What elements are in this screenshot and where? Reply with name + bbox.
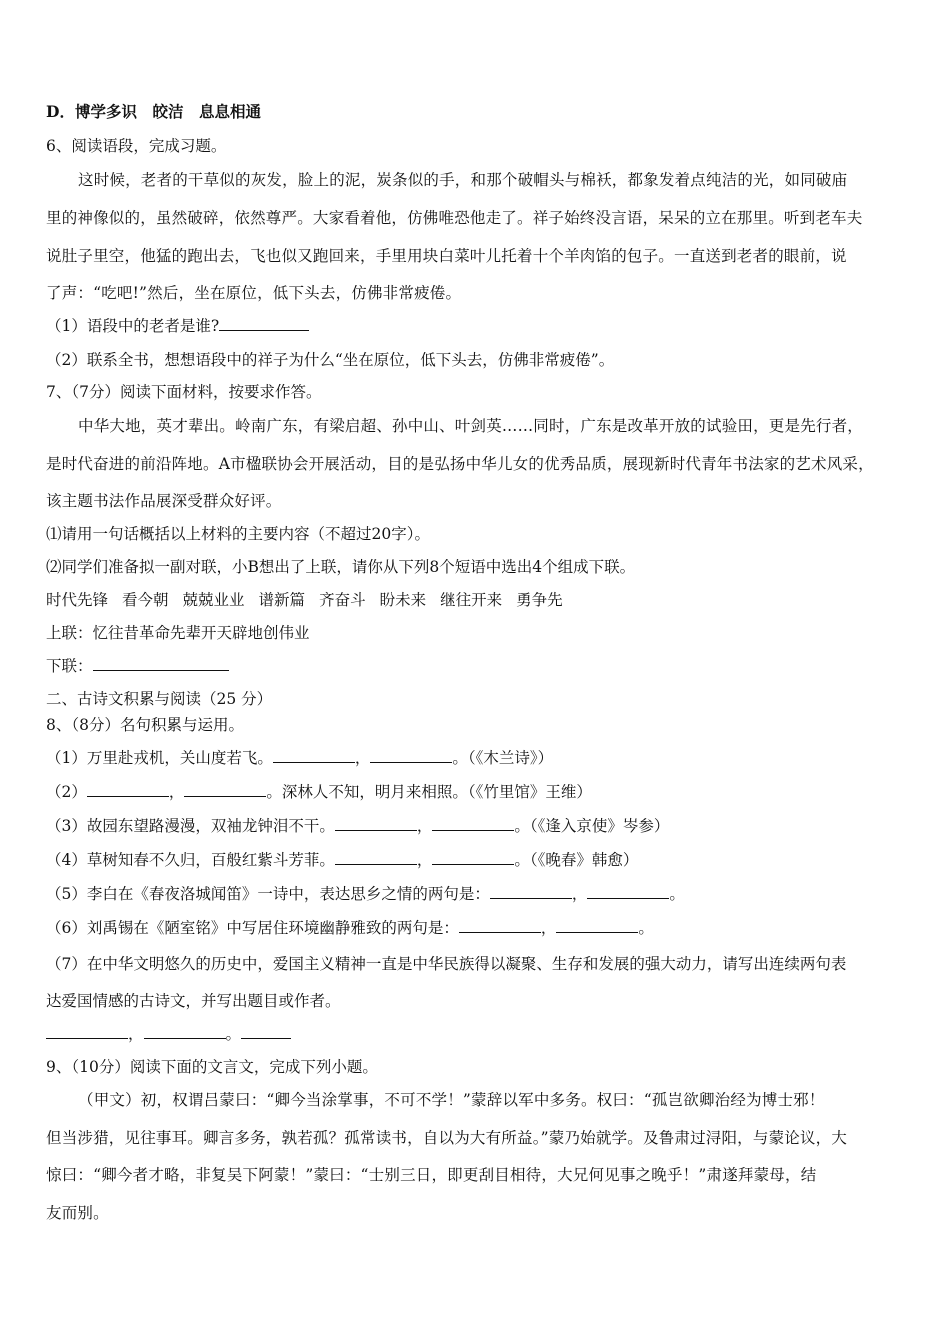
q7-phrase: 看今朝 xyxy=(122,591,169,609)
q6-passage-line-1: 这时候，老者的干草似的灰发，脸上的泥，炭条似的手，和那个破帽头与棉袄，都象发着点纯洁的光，如同破庙 xyxy=(78,171,848,189)
q8-item-2-source: 。深林人不知，明月来相照。（《竹里馆》王维） xyxy=(266,783,592,801)
period: 。 xyxy=(225,1025,242,1043)
comma: ， xyxy=(354,749,371,767)
q7-phrase: 齐奋斗 xyxy=(319,591,366,609)
answer-blank[interactable] xyxy=(556,917,638,933)
q9-passage-line-1: （甲文）初，权谓吕蒙曰：“卿今当涂掌事，不可不学！”蒙辞以军中多务。权曰：“孤岂欲卿治经为博士邪！ xyxy=(78,1091,825,1109)
answer-blank[interactable] xyxy=(587,883,669,899)
q7-title: 7、（7分）阅读下面材料，按要求作答。 xyxy=(46,383,322,401)
q8-item-5 xyxy=(46,883,914,905)
q8-item-7-line-1: （7）在中华文明悠久的历史中，爱国主义精神一直是中华民族得以凝聚、生存和发展的强大动力，请写出连续两句表 xyxy=(46,955,847,973)
q8-item-1 xyxy=(46,747,914,769)
q8-item-7-answers xyxy=(46,1023,914,1045)
comma: ， xyxy=(416,817,433,835)
q8-item-3-source: 。（《逢入京使》岑参） xyxy=(514,817,670,835)
q7-upper-couplet: 上联：忆往昔革命先辈开天辟地创伟业 xyxy=(46,624,310,642)
answer-blank[interactable] xyxy=(370,747,452,763)
q8-item-4 xyxy=(46,849,914,871)
q8-title: 8、（8分）名句积累与运用。 xyxy=(46,716,244,734)
period: 。 xyxy=(638,919,654,937)
q9-passage-line-4: 友而别。 xyxy=(46,1204,109,1222)
q7-phrase: 勇争先 xyxy=(516,591,563,609)
q6-sub1 xyxy=(46,315,914,337)
comma: ， xyxy=(168,783,185,801)
q7-phrase: 谱新篇 xyxy=(258,591,306,609)
q6-sub1-text: （1）语段中的老者是谁? xyxy=(46,317,220,335)
answer-blank[interactable] xyxy=(144,1023,226,1039)
q7-passage-line-1: 中华大地，英才辈出。岭南广东，有梁启超、孙中山、叶剑英……同时，广东是改革开放的试验田，更是先行者， xyxy=(78,417,864,435)
q6-sub2: （2）联系全书，想想语段中的祥子为什么“坐在原位，低下头去，仿佛非常疲倦”。 xyxy=(46,351,615,369)
comma: ， xyxy=(571,885,588,903)
q7-sub2: ⑵同学们准备拟一副对联，小B想出了上联，请你从下列8个短语中选出4个组成下联。 xyxy=(46,558,636,576)
q8-item-2 xyxy=(46,781,914,803)
answer-blank[interactable] xyxy=(459,917,541,933)
q8-item-7-line-2: 达爱国情感的古诗文，并写出题目或作者。 xyxy=(46,992,341,1010)
q7-phrase: 时代先锋 xyxy=(46,591,109,609)
comma: ， xyxy=(540,919,557,937)
q7-lower-couplet xyxy=(46,655,914,677)
q8-item-5-prompt: （5）李白在《春夜洛城闻笛》一诗中，表达思乡之情的两句是： xyxy=(46,885,490,903)
q7-phrase-list xyxy=(46,589,914,611)
q9-passage-line-2: 但当涉猎，见往事耳。卿言多务，孰若孤？孤常读书，自以为大有所益。”蒙乃始就学。及鲁肃过浔阳，与蒙论议，大 xyxy=(46,1129,848,1147)
answer-blank[interactable] xyxy=(273,747,355,763)
q7-phrase: 兢兢业业 xyxy=(182,591,245,609)
q6-passage-line-2: 里的神像似的，虽然破碎，依然尊严。大家看着他，仿佛唯恐他走了。祥子始终没言语，呆呆的立在那里。听到老车夫 xyxy=(46,209,863,227)
answer-blank[interactable] xyxy=(184,781,266,797)
q8-item-4-prompt: （4）草树知春不久归，百般红紫斗芳菲。 xyxy=(46,851,335,869)
q6-passage-line-3: 说肚子里空，他猛的跑出去，飞也似又跑回来，手里用块白菜叶儿托着十个羊肉馅的包子。一直送到老者的眼前，说 xyxy=(46,247,847,265)
q6-title: 6、阅读语段，完成习题。 xyxy=(46,137,227,155)
q9-passage-line-3: 惊曰：“卿今者才略，非复吴下阿蒙！”蒙曰：“士别三日，即更刮目相待，大兄何见事之晚乎！”肃遂拜蒙母，结 xyxy=(46,1166,817,1184)
comma: ， xyxy=(128,1025,144,1043)
q8-item-1-prompt: （1）万里赴戎机，关山度若飞。 xyxy=(46,749,273,767)
section-2-title: 二、古诗文积累与阅读（25 分） xyxy=(46,690,273,708)
answer-blank[interactable] xyxy=(490,883,572,899)
q8-item-3 xyxy=(46,815,914,837)
q7-phrase: 继往开来 xyxy=(440,591,503,609)
comma: ， xyxy=(416,851,433,869)
option-d: D．博学多识 皎洁 息息相通 xyxy=(46,102,261,121)
q7-sub1: ⑴请用一句话概括以上材料的主要内容（不超过20字）。 xyxy=(46,525,430,543)
q7-lower-couplet-blank[interactable] xyxy=(93,655,229,671)
q7-lower-couplet-label: 下联： xyxy=(46,657,93,675)
answer-blank[interactable] xyxy=(46,1023,128,1039)
q6-sub1-answer-blank[interactable] xyxy=(219,315,309,331)
answer-blank[interactable] xyxy=(87,781,169,797)
q8-item-1-source: 。（《木兰诗》） xyxy=(452,749,554,767)
q7-passage-line-2: 是时代奋进的前沿阵地。A市楹联协会开展活动，目的是弘扬中华儿女的优秀品质，展现新时代青年书法家的艺术风采， xyxy=(46,455,874,473)
q8-item-4-source: 。（《晚春》韩愈） xyxy=(514,851,639,869)
q6-passage-line-4: 了声：“吃吧!”然后，坐在原位，低下头去，仿佛非常疲倦。 xyxy=(46,284,462,302)
q8-item-6-prompt: （6）刘禹锡在《陋室铭》中写居住环境幽静雅致的两句是： xyxy=(46,919,459,937)
answer-blank[interactable] xyxy=(335,849,417,865)
q8-item-3-prompt: （3）故园东望路漫漫，双袖龙钟泪不干。 xyxy=(46,817,335,835)
answer-blank[interactable] xyxy=(335,815,417,831)
answer-blank[interactable] xyxy=(432,849,514,865)
answer-blank[interactable] xyxy=(241,1023,291,1039)
answer-blank[interactable] xyxy=(432,815,514,831)
q7-phrase: 盼未来 xyxy=(379,591,427,609)
q8-item-6 xyxy=(46,917,914,939)
q8-item-2-prompt: （2） xyxy=(46,783,87,801)
period: 。 xyxy=(669,885,685,903)
q9-title: 9、（10分）阅读下面的文言文，完成下列小题。 xyxy=(46,1058,378,1076)
q7-passage-line-3: 该主题书法作品展深受群众好评。 xyxy=(46,492,282,510)
